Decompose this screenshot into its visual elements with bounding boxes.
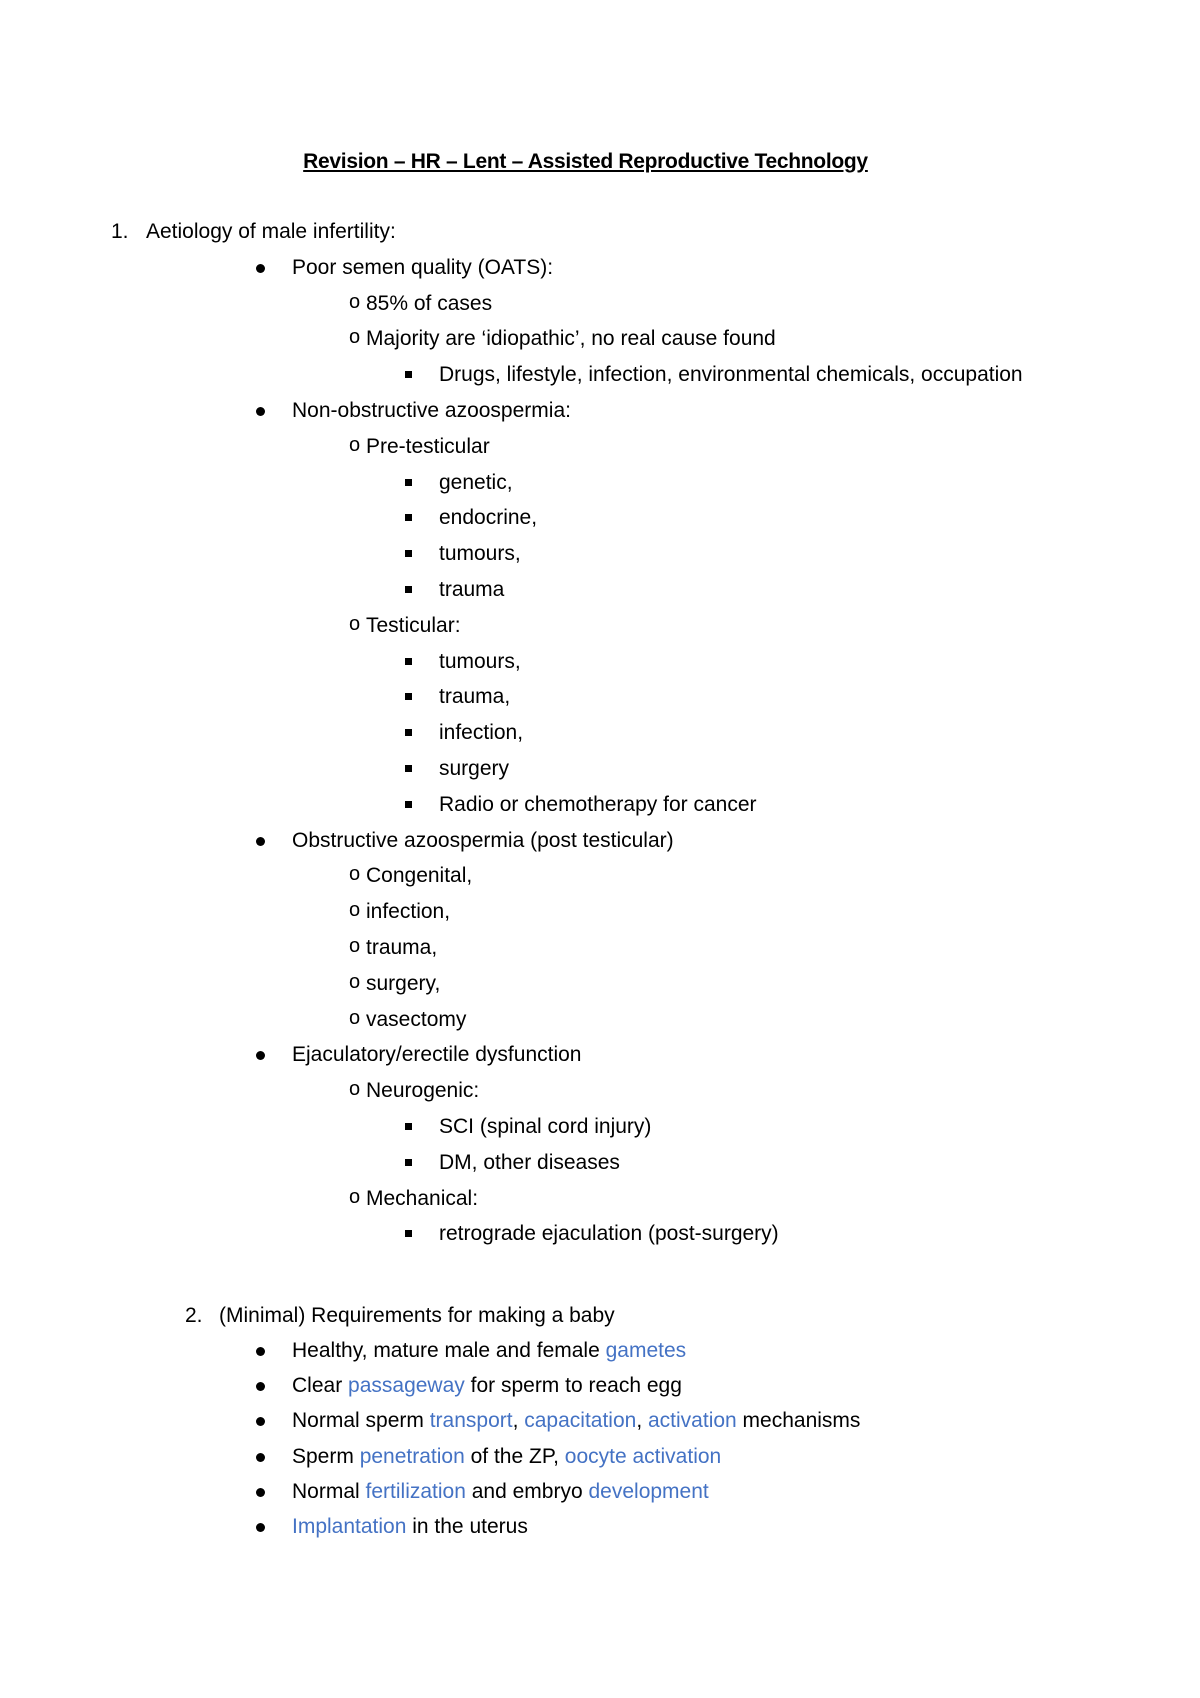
bullet-item: Poor semen quality (OATS): xyxy=(292,255,554,279)
circle-bullet-icon: o xyxy=(349,290,361,313)
requirement-item xyxy=(292,1410,860,1431)
square-bullet-icon xyxy=(405,550,412,557)
text-segment: for sperm to reach egg xyxy=(464,1374,682,1398)
circle-bullet-icon: o xyxy=(349,326,361,349)
highlighted-term: gametes xyxy=(605,1339,687,1362)
sub-sub-bullet-item: surgery xyxy=(439,757,510,780)
sub-sub-bullet-item: retrograde ejaculation (post-surgery) xyxy=(439,1222,779,1246)
square-bullet-icon xyxy=(405,693,412,700)
requirement-item xyxy=(292,1446,721,1467)
sub-bullet-item: infection, xyxy=(366,900,451,924)
text-segment: Normal sperm xyxy=(292,1409,430,1433)
square-bullet-icon xyxy=(405,1230,412,1237)
section-number: 1. xyxy=(111,220,129,243)
text-segment: of the ZP, xyxy=(464,1444,565,1468)
bullet-item: Obstructive azoospermia (post testicular) xyxy=(292,828,674,852)
bullet-icon xyxy=(256,264,265,273)
text-segment: , xyxy=(512,1409,525,1433)
sub-sub-bullet-item: trauma xyxy=(439,578,505,601)
bullet-icon xyxy=(256,1347,265,1356)
highlighted-term: passageway xyxy=(348,1374,465,1398)
sub-sub-bullet-item: infection, xyxy=(439,721,524,745)
sub-bullet-item: Majority are ‘idiopathic’, no real cause found xyxy=(366,327,776,351)
circle-bullet-icon: o xyxy=(349,612,361,635)
highlighted-term: oocyte activation xyxy=(564,1444,722,1468)
sub-bullet-item: vasectomy xyxy=(366,1007,467,1031)
square-bullet-icon xyxy=(405,514,412,521)
text-segment: and embryo xyxy=(465,1479,589,1503)
square-bullet-icon xyxy=(405,586,412,593)
square-bullet-icon xyxy=(405,729,412,736)
sub-bullet-item: Testicular: xyxy=(366,613,461,637)
highlighted-term: capacitation xyxy=(524,1409,637,1433)
square-bullet-icon xyxy=(405,765,412,772)
sub-bullet-item: Neurogenic: xyxy=(366,1079,480,1103)
circle-bullet-icon: o xyxy=(349,1006,361,1029)
bullet-icon xyxy=(256,837,265,846)
sub-sub-bullet-item: DM, other diseases xyxy=(439,1150,620,1174)
bullet-icon xyxy=(256,1488,265,1497)
sub-bullet-item: Congenital, xyxy=(366,864,473,888)
requirement-item xyxy=(292,1340,686,1361)
text-segment: Normal xyxy=(292,1479,366,1503)
bullet-icon xyxy=(256,1523,265,1532)
square-bullet-icon xyxy=(405,479,412,486)
bullet-icon xyxy=(256,1382,265,1391)
square-bullet-icon xyxy=(405,1159,412,1166)
sub-sub-bullet-item: genetic, xyxy=(439,470,513,494)
section-heading: (Minimal) Requirements for making a baby xyxy=(219,1304,615,1327)
sub-sub-bullet-item: endocrine, xyxy=(439,506,538,530)
circle-bullet-icon: o xyxy=(349,433,361,456)
bullet-icon xyxy=(256,1051,265,1060)
highlighted-term: penetration xyxy=(359,1444,465,1468)
text-segment: mechanisms xyxy=(736,1409,861,1433)
circle-bullet-icon: o xyxy=(349,1078,361,1101)
bullet-icon xyxy=(256,1453,265,1462)
text-segment: in the uterus xyxy=(406,1515,528,1538)
circle-bullet-icon: o xyxy=(349,1185,361,1208)
sub-bullet-item: Pre-testicular xyxy=(366,434,490,458)
text-segment: Healthy, mature male and female xyxy=(292,1339,606,1362)
text-segment: Sperm xyxy=(292,1444,360,1468)
square-bullet-icon xyxy=(405,801,412,808)
document-title: Revision – HR – Lent – Assisted Reproductive Technology xyxy=(303,150,868,173)
sub-sub-bullet-item: Radio or chemotherapy for cancer xyxy=(439,792,757,816)
sub-bullet-item: surgery, xyxy=(366,971,441,995)
highlighted-term: Implantation xyxy=(292,1515,407,1538)
highlighted-term: activation xyxy=(648,1409,737,1433)
sub-sub-bullet-item: SCI (spinal cord injury) xyxy=(439,1115,652,1138)
highlighted-term: fertilization xyxy=(365,1479,466,1503)
highlighted-term: transport xyxy=(429,1409,513,1433)
bullet-item: Non-obstructive azoospermia: xyxy=(292,399,571,422)
circle-bullet-icon: o xyxy=(349,863,361,886)
bullet-item: Ejaculatory/erectile dysfunction xyxy=(292,1043,582,1067)
section-number: 2. xyxy=(185,1304,203,1327)
sub-bullet-item: trauma, xyxy=(366,936,438,959)
circle-bullet-icon: o xyxy=(349,935,361,957)
sub-bullet-item: 85% of cases xyxy=(366,291,493,315)
text-segment: , xyxy=(636,1409,648,1433)
requirement-item xyxy=(292,1516,528,1537)
square-bullet-icon xyxy=(405,658,412,665)
sub-bullet-item: Mechanical: xyxy=(366,1186,479,1210)
highlighted-term: development xyxy=(588,1479,709,1503)
section-heading: Aetiology of male infertility: xyxy=(146,220,396,243)
sub-sub-bullet-item: Drugs, lifestyle, infection, environmental chemicals, occupation xyxy=(439,363,1023,387)
square-bullet-icon xyxy=(405,371,412,378)
sub-sub-bullet-item: tumours, xyxy=(439,649,521,673)
square-bullet-icon xyxy=(405,1123,412,1130)
bullet-icon xyxy=(256,407,265,416)
requirement-item xyxy=(292,1375,682,1396)
text-segment: Clear xyxy=(292,1374,349,1398)
circle-bullet-icon: o xyxy=(349,970,361,993)
bullet-icon xyxy=(256,1417,265,1426)
sub-sub-bullet-item: tumours, xyxy=(439,542,521,566)
requirement-item xyxy=(292,1481,709,1502)
circle-bullet-icon: o xyxy=(349,899,361,922)
sub-sub-bullet-item: trauma, xyxy=(439,685,511,709)
